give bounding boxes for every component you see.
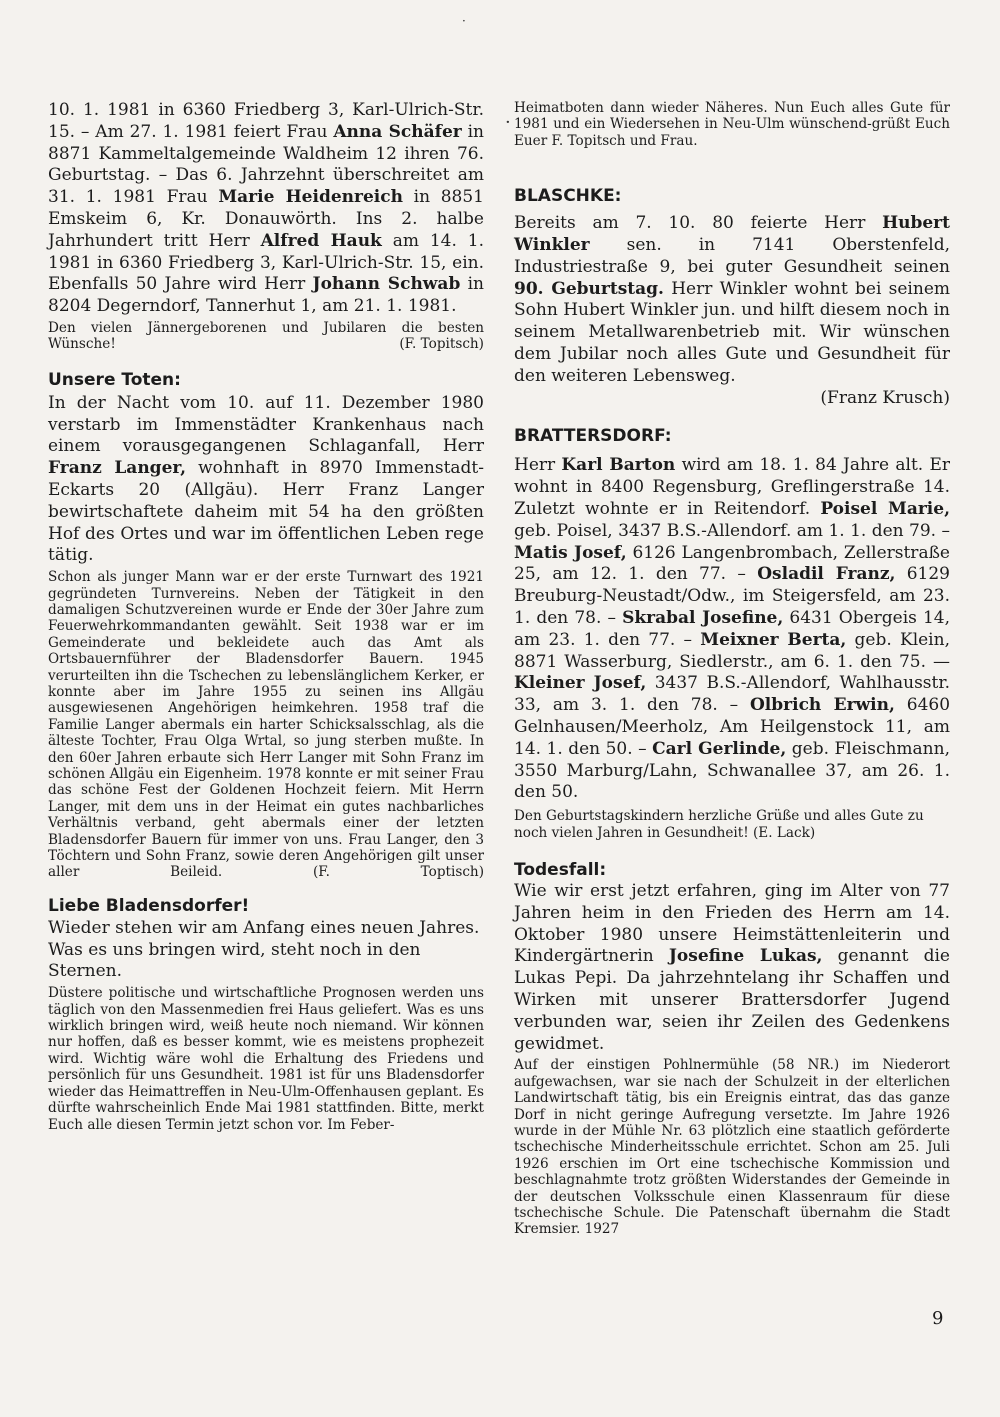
brattersdorf-birthdays: Herr Karl Barton wird am 18. 1. 84 Jahre alt. Er wohnt in 8400 Regensburg, Greflingerstraße 14. Zuletzt wohnte er in Reitendorf. Poisel Marie, geb. Poisel, 3437 B.S.-Allendorf. am 1. 1. den 79. – Matis Josef, 6126 Langenbrombach, Zellerstraße 25, am 12. 1. den 77. – Osladil Franz, 6129 Breuburg-Neustadt/Odw., im Steigersfeld, am 23. 1. den 78. – Skrabal Josefine, 6431 Obergeis 14, am 23. 1. den 77. – Meixner Berta, geb. Klein, 8871 Wasserburg, Siedlerstr., am 6. 1. den 75. — Kleiner Josef, 3437 B.S.-Allendorf, Wahlhausstr. 33, am 3. 1. den 78. – Olbrich Erwin, 6460 Gelnhausen/Meerholz, Am Heilgenstock 11, am 14. 1. den 50. – Carl Gerlinde, geb. Fleischmann, 3550 Marburg/Lahn, Schwanallee 37, am 26. 1. den 50. <box>514 455 951 803</box>
section-heading-todesfall: Todesfall: <box>514 859 607 880</box>
signature: (F. Topitsch) <box>399 336 484 353</box>
left-column <box>48 100 484 1133</box>
signature: (F. Toptisch) <box>312 864 484 881</box>
greeting-continuation: Heimatboten dann wieder Näheres. Nun Euch alles Gute für 1981 und ein Wiedersehen in Neu-Ulm wünschend-grüßt Euch Euer F. Topitsch und Frau. <box>514 100 950 149</box>
birthday-wishes: Den vielen Jännergeborenen und Jubilaren die besten Wünsche! (F. Topitsch) <box>48 319 484 353</box>
birthday-paragraph: 10. 1. 1981 in 6360 Friedberg 3, Karl-Ulrich-Str. 15. – Am 27. 1. 1981 feiert Frau Anna Schäfer in 8871 Kammeltalgemeinde Waldheim 12 ihren 76. Geburtstag. – Das 6. Jahrzehnt überschreitet am 31. 1. 1981 Frau Marie Heidenreich in 8851 Emskeim 6, Kr. Donauwörth. Ins 2. halbe Jahrhundert tritt Herr Alfred Hauk am 14. 1. 1981 in 6360 Friedberg 3, Karl-Ulrich-Str. 15, ein. Ebenfalls 50 Jahre wird Herr Johann Schwab in 8204 Degerndorf, Tannerhut 1, am 21. 1. 1981. <box>48 100 485 317</box>
blaschke-paragraph: Bereits am 7. 10. 80 feierte Herr Hubert Winkler sen. in 7141 Oberstenfeld, Industriestraße 9, bei guter Gesundheit seinen 90. Geburtstag. Herr Winkler wohnt bei seinem Sohn Hubert Winkler jun. und hilft diesem noch in seinem Metallwarenbetrieb mit. Wir wünschen dem Jubilar noch alles Gute und Gesundheit für den weiteren Lebensweg. <box>514 213 950 386</box>
todesfall-body: Auf der einstigen Pohlnermühle (58 NR.) im Niederort aufgewachsen, war sie nach der Schulzeit in der elterlichen Landwirtschaft tätig, bis ein Ereignis eintrat, das das ganze Dorf in nicht geringe Aufregung versetzte. Im Jahre 1926 wurde in der Mühle Nr. 63 plötzlich eine staatlich geförderte tschechische Minderheitsschule errichtet. Schon am 25. Juli 1926 erschien im Ort eine tschechische Kommission und beschlagnahmte trotz größten Widerstandes der Gemeinde in der deutschen Volksschule einen Klassenraum für diese tschechische Schule. Die Patenschaft übernahm die Stadt Kremsier. 1927 <box>514 1057 950 1238</box>
section-heading-liebe-bladensdorfer: Liebe Bladensdorfer! <box>48 895 250 916</box>
page-number: 9 <box>932 1308 944 1329</box>
obituary-intro: In der Nacht vom 10. auf 11. Dezember 1980 verstarb im Immenstädter Krankenhaus nach einem vorausgegangenen Schlaganfall, Herr Franz Langer, wohnhaft in 8970 Immenstadt-Eckarts 20 (Allgäu). Herr Franz Langer bewirtschaftete daheim mit 54 ha den größten Hof des Ortes und war im öffentlichen Leben rege tätig. <box>48 392 485 566</box>
scan-speck: · <box>505 112 511 133</box>
greeting-intro: Wieder stehen wir am Anfang eines neuen Jahres. Was es uns bringen wird, steht noch in den Sternen. <box>48 917 480 982</box>
brattersdorf-wishes: Den Geburtstagskindern herzliche Grüße und alles Gute zu noch vielen Jahren in Gesundheit! (E. Lack) <box>514 808 924 841</box>
section-heading-brattersdorf: BRATTERSDORF: <box>514 426 672 447</box>
section-heading-unsere-toten: Unsere Toten: <box>48 369 181 390</box>
greeting-body: Düstere politische und wirtschaftliche Prognosen werden uns täglich von den Massenmedien frei Haus geliefert. Was es uns wirklich bringen wird, weiß heute noch niemand. Wir können nur hoffen, daß es besser kommt, wie es meistens prophezeit wird. Wichtig wäre wohl die Erhaltung des Friedens und persönlich für uns Gesundheit. 1981 ist für uns Bladensdorfer wieder das Heimattreffen in Neu-Ulm-Offenhausen geplant. Es dürfte wahrscheinlich Ende Mai 1981 stattfinden. Bitte, merkt Euch alle diesen Termin jetzt schon vor. Im Feber- <box>48 985 484 1133</box>
signature: (Franz Krusch) <box>820 387 950 408</box>
obituary-body: Schon als junger Mann war er der erste Turnwart des 1921 gegründeten Turnvereins. Neben der Tätigkeit in den damaligen Schutzvereinen wurde er Ende der 30er Jahre zum Feuerwehrkommandanten gewählt. Seit 1938 war er im Gemeinderate und bekleidete auch das Amt als Ortsbauernführer der Bladensdorfer Bauern. 1945 verurteilten ihn die Tschechen zu lebenslänglichem Kerker, er konnte aber im Jahre 1955 zu seinen ins Allgäu ausgewiesenen Angehörigen heimkehren. 1958 traf die Familie Langer abermals ein harter Schicksalsschlag, als die älteste Tochter, Frau Olga Wrtal, so jung sterben mußte. In den 60er Jahren erbaute sich Herr Langer mit Sohn Franz im schönen Allgäu ein Eigenheim. 1978 konnte er mit seiner Frau das schöne Fest der Goldenen Hochzeit feiern. Mit Herrn Langer, mit dem uns in der Heimat ein gutes nachbarliches Verhältnis verband, geht abermals einer der letzten Bladensdorfer Bauern für immer von uns. Frau Langer, den 3 Töchtern und Sohn Franz, sowie deren Angehörigen gilt unser aller Beileid. (F. Toptisch) <box>48 569 484 881</box>
todesfall-intro: Wie wir erst jetzt erfahren, ging im Alter von 77 Jahren heim in den Frieden des Herrn am 14. Oktober 1980 unsere Heimstättenleiterin und Kindergärtnerin Josefine Lukas, genannt die Lukas Pepi. Da jahrzehntelang ihr Schaffen und Wirken mit unserer Brattersdorfer Jugend verbunden war, seien ihr Zeilen des Gedenkens gewidmet. <box>514 880 950 1054</box>
section-heading-blaschke: BLASCHKE: <box>514 186 622 207</box>
right-column <box>514 100 950 1238</box>
scan-speck: · <box>462 14 466 28</box>
